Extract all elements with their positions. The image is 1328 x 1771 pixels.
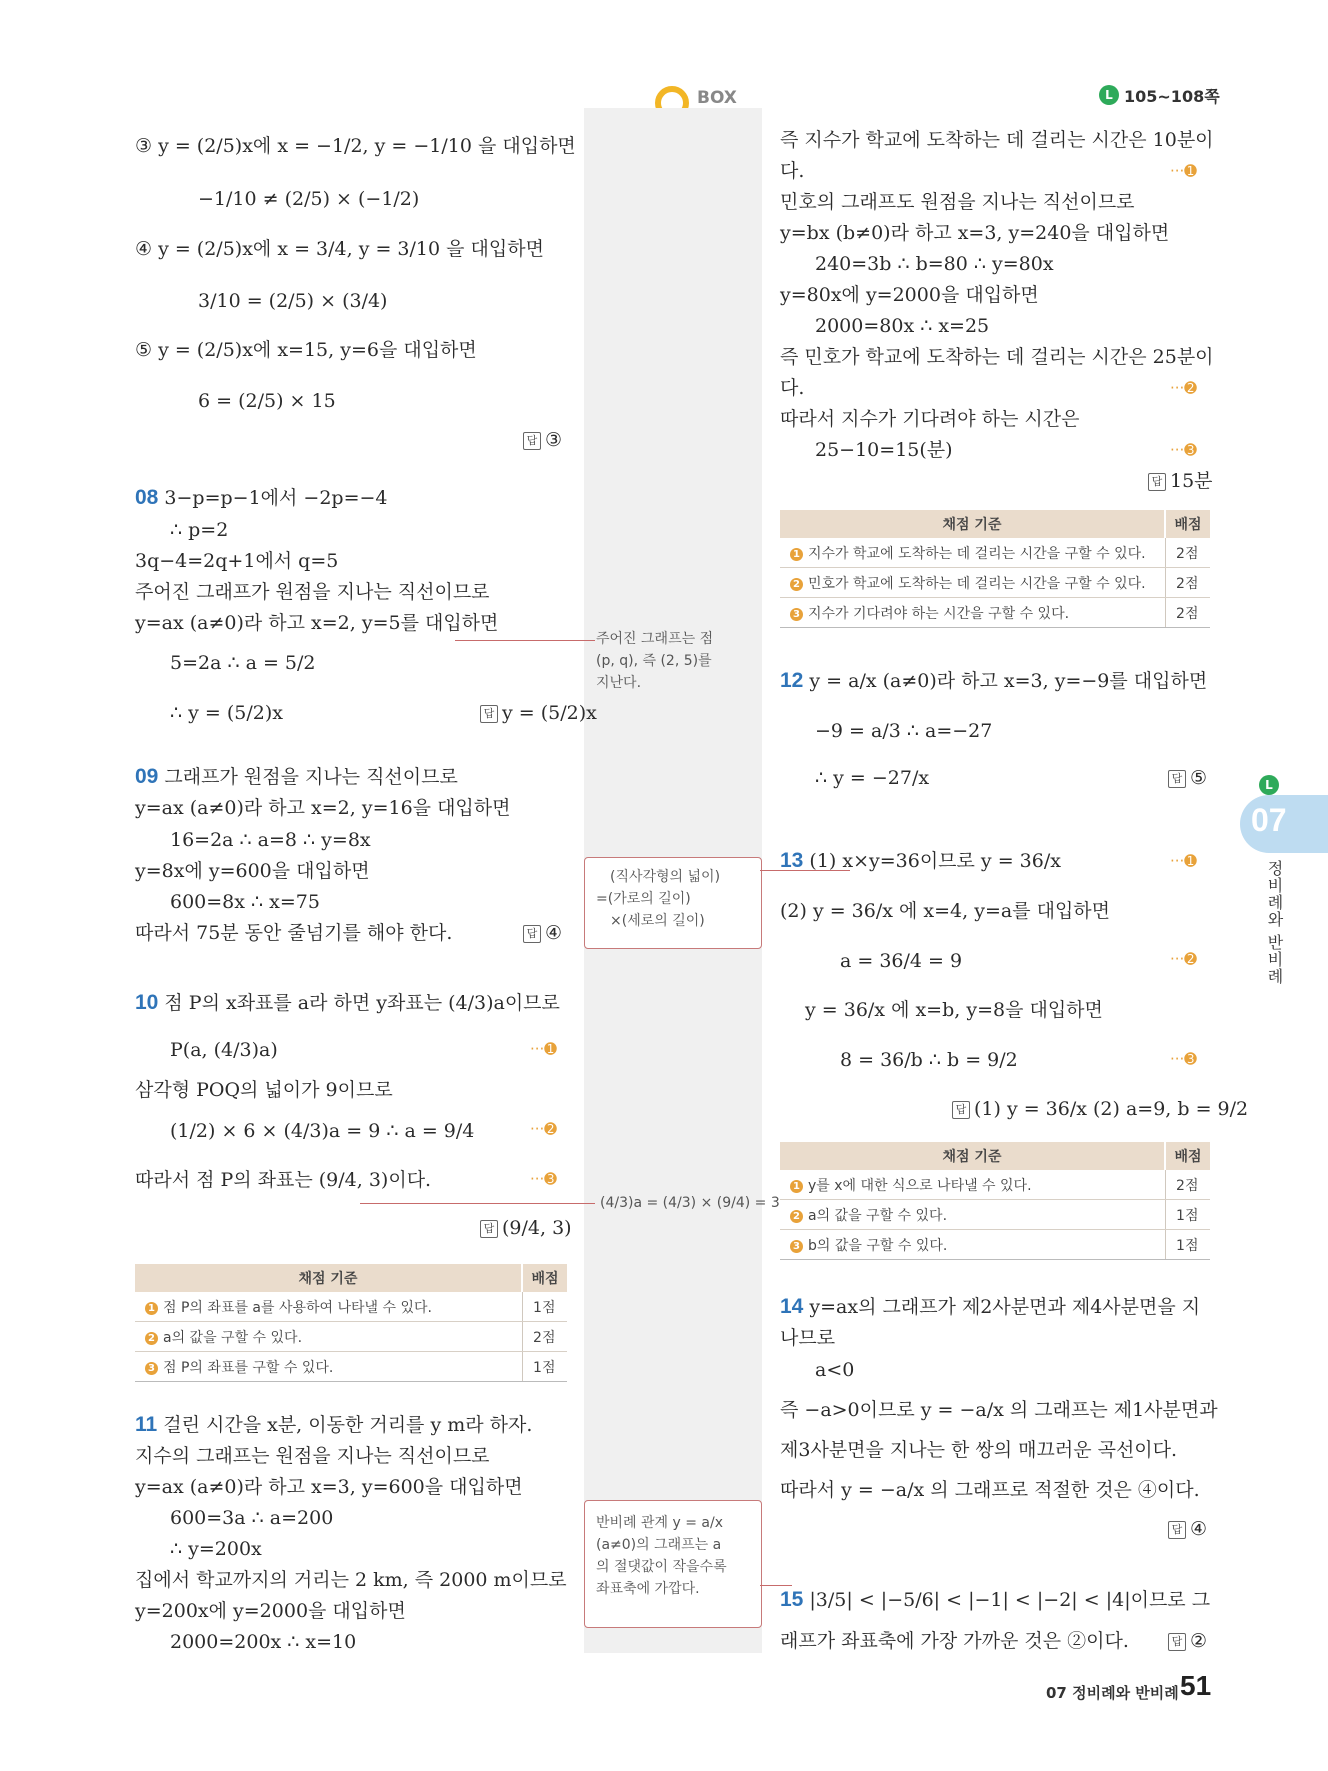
problem-10-line-4: (1/2) × 6 × (4/3)a = 9 ∴ a = 9/4 (170, 1120, 475, 1142)
table-header-criteria: 채점 기준 (780, 1142, 1165, 1170)
answer-13: 답 (1) y = 36/x (2) a=9, b = 9/2 (952, 1096, 1248, 1122)
problem-15-line-1: 15 |3/5| < |−5/6| < |−1| < |−2| < |4|이므로 그 (780, 1588, 1211, 1611)
answer-09: 답 ④ (523, 920, 562, 946)
side-note-4: 반비례 관계 y = a/x (a≠0)의 그래프는 a 의 절댓값이 작을수록 좌표축에 가깝다. (596, 1515, 727, 1597)
table-row: 1 지수가 학교에 도착하는 데 걸리는 시간을 구할 수 있다. 2점 (780, 538, 1210, 568)
problem-11-line-3: y=ax (a≠0)라 하고 x=3, y=600을 대입하면 (135, 1476, 523, 1498)
problem-14-line-1: 14 y=ax의 그래프가 제2사분면과 제4사분면을 지 (780, 1295, 1201, 1318)
right-line-10: 따라서 지수가 기다려야 하는 시간은 (780, 408, 1080, 430)
problem-08-line-6: 5=2a ∴ a = 5/2 (170, 652, 316, 674)
problem-10-line-3: 삼각형 POQ의 넓이가 9이므로 (135, 1079, 393, 1101)
table-row: 2 a의 값을 구할 수 있다. 2점 (135, 1322, 567, 1352)
table-header-points: 배점 (1165, 1142, 1210, 1170)
table-row: 3 b의 값을 구할 수 있다. 1점 (780, 1230, 1210, 1260)
step-mark-3: ···➌ (1170, 441, 1197, 459)
problem-13-line-4: y = 36/x 에 x=b, y=8을 대입하면 (805, 999, 1103, 1021)
answer-icon: 답 (1148, 473, 1166, 491)
problem-10-line-2: P(a, (4/3)a) (170, 1039, 278, 1061)
answer-15: 답 ② (1168, 1628, 1207, 1654)
step-mark-2: ···➋ (530, 1120, 557, 1138)
problem-13-line-1: 13 (1) x×y=36이므로 y = 36/x (780, 849, 1061, 872)
right-line-4: y=bx (b≠0)라 하고 x=3, y=240을 대입하면 (780, 222, 1170, 244)
problem-09-line-5: 600=8x ∴ x=75 (170, 891, 320, 913)
note-connector (360, 1203, 595, 1204)
table-header-criteria: 채점 기준 (135, 1264, 522, 1292)
problem-number: 12 (780, 669, 804, 692)
answer-07: 답 ③ (523, 427, 562, 453)
problem-11-line-5: ∴ y=200x (170, 1538, 262, 1560)
problem-10-line-5: 따라서 점 P의 좌표는 (9/4, 3)이다. (135, 1169, 432, 1191)
problem-13-line-2: (2) y = 36/x 에 x=4, y=a를 대입하면 (780, 900, 1111, 922)
problem-08-line-5: y=ax (a≠0)라 하고 x=2, y=5를 대입하면 (135, 612, 499, 634)
answer-icon: 답 (1168, 770, 1186, 788)
problem-11-line-1: 11 걸린 시간을 x분, 이동한 거리를 y m라 하자. (135, 1413, 533, 1436)
table-row: 2 민호가 학교에 도착하는 데 걸리는 시간을 구할 수 있다. 2점 (780, 568, 1210, 598)
answer-11: 답 15분 (1148, 468, 1213, 494)
problem-11-line-6: 집에서 학교까지의 거리는 2 km, 즉 2000 m이므로 (135, 1569, 567, 1591)
level-icon: L (1099, 85, 1119, 105)
problem-08-line-1: 08 3−p=p−1에서 −2p=−4 (135, 486, 388, 509)
right-line-7: 2000=80x ∴ x=25 (815, 315, 990, 337)
step-mark-3: ···➌ (1170, 1050, 1197, 1068)
qbox-label: BOX (697, 88, 737, 108)
problem-14-line-2: 나므로 (780, 1327, 836, 1349)
table-row: 1 y를 x에 대한 식으로 나타낼 수 있다. 2점 (780, 1170, 1210, 1200)
right-line-5: 240=3b ∴ b=80 ∴ y=80x (815, 253, 1054, 275)
scoring-table-13 (780, 1142, 1210, 1260)
problem-09-line-2: y=ax (a≠0)라 하고 x=2, y=16을 대입하면 (135, 797, 511, 819)
table-row: 3 점 P의 좌표를 구할 수 있다. 1점 (135, 1352, 567, 1382)
answer-icon: 답 (1168, 1633, 1186, 1651)
page-range: 105~108쪽 (1124, 87, 1220, 106)
problem-09-line-1: 09 그래프가 원점을 지나는 직선이므로 (135, 765, 458, 788)
answer-icon: 답 (1168, 1521, 1186, 1539)
problem-number: 14 (780, 1295, 804, 1318)
problem-11-line-8: 2000=200x ∴ x=10 (170, 1631, 357, 1653)
answer-icon: 답 (952, 1101, 970, 1119)
side-note-1: 주어진 그래프는 점 (p, q), 즉 (2, 5)를 지난다. (596, 631, 714, 691)
note-connector (455, 640, 595, 641)
problem-14-line-4: 즉 −a>0이므로 y = −a/x 의 그래프는 제1사분면과 (780, 1399, 1218, 1421)
left-line-2: −1/10 ≠ (2/5) × (−1/2) (198, 188, 420, 210)
left-line-6: 6 = (2/5) × 15 (198, 390, 336, 412)
chapter-side-title: 정비례와 반비례 (1265, 860, 1284, 986)
page-number: 51 (1180, 1670, 1212, 1701)
problem-09-line-3: 16=2a ∴ a=8 ∴ y=8x (170, 829, 371, 851)
table-header-criteria: 채점 기준 (780, 510, 1165, 538)
right-line-11: 25−10=15(분) (815, 439, 953, 461)
scoring-table-10 (135, 1264, 567, 1382)
problem-08-line-2: ∴ p=2 (170, 519, 229, 541)
right-line-3: 민호의 그래프도 원점을 지나는 직선이므로 (780, 191, 1135, 213)
problem-08-line-7: ∴ y = (5/2)x (170, 702, 283, 724)
table-header-points: 배점 (1165, 510, 1210, 538)
left-line-3: ④ y = (2/5)x에 x = 3/4, y = 3/10 을 대입하면 (135, 238, 544, 260)
problem-12-line-3: ∴ y = −27/x (815, 767, 930, 789)
step-mark-1: ···➊ (530, 1040, 557, 1058)
answer-icon: 답 (523, 925, 541, 943)
footer-chapter-title: 07 정비례와 반비례 (1046, 1684, 1179, 1702)
problem-11-line-2: 지수의 그래프는 원점을 지나는 직선이므로 (135, 1445, 490, 1467)
problem-number: 08 (135, 486, 159, 509)
problem-number: 11 (135, 1413, 158, 1436)
right-line-8: 즉 민호가 학교에 도착하는 데 걸리는 시간은 25분이 (780, 346, 1214, 368)
answer-14: 답 ④ (1168, 1516, 1207, 1542)
side-note-3: (4/3)a = (4/3) × (9/4) = 3 (600, 1195, 780, 1211)
step-mark-3: ···➌ (530, 1170, 557, 1188)
problem-09-line-4: y=8x에 y=600을 대입하면 (135, 860, 370, 882)
problem-number: 09 (135, 765, 159, 788)
answer-08: 답 y = (5/2)x (480, 700, 597, 726)
problem-13-line-3: a = 36/4 = 9 (840, 950, 963, 972)
problem-number: 13 (780, 849, 804, 872)
right-line-9: 다. (780, 377, 805, 399)
step-mark-2: ···➋ (1170, 379, 1197, 397)
table-row: 2 a의 값을 구할 수 있다. 1점 (780, 1200, 1210, 1230)
table-row: 1 점 P의 좌표를 a를 사용하여 나타낼 수 있다. 1점 (135, 1292, 567, 1322)
problem-11-line-7: y=200x에 y=2000을 대입하면 (135, 1600, 406, 1622)
right-line-2: 다. (780, 160, 805, 182)
table-row: 3 지수가 기다려야 하는 시간을 구할 수 있다. 2점 (780, 598, 1210, 628)
left-line-5: ⑤ y = (2/5)x에 x=15, y=6을 대입하면 (135, 339, 477, 361)
level-icon: L (1259, 775, 1279, 795)
problem-14-line-3: a<0 (815, 1359, 855, 1381)
problem-13-line-5: 8 = 36/b ∴ b = 9/2 (840, 1049, 1018, 1071)
scoring-table-11 (780, 510, 1210, 628)
left-line-1: ③ y = (2/5)x에 x = −1/2, y = −1/10 을 대입하면 (135, 135, 576, 157)
problem-15-line-2: 래프가 좌표축에 가장 가까운 것은 ②이다. (780, 1630, 1129, 1652)
answer-12: 답 ⑤ (1168, 765, 1207, 791)
chapter-number: 07 (1251, 802, 1287, 838)
side-note-2: (직사각형의 넓이) =(가로의 길이) ×(세로의 길이) (596, 869, 721, 929)
problem-11-line-4: 600=3a ∴ a=200 (170, 1507, 334, 1529)
problem-14-line-6: 따라서 y = −a/x 의 그래프로 적절한 것은 ④이다. (780, 1479, 1200, 1501)
left-line-4: 3/10 = (2/5) × (3/4) (198, 290, 388, 312)
answer-icon: 답 (523, 432, 541, 450)
step-mark-1: ···➊ (1170, 852, 1197, 870)
problem-12-line-1: 12 y = a/x (a≠0)라 하고 x=3, y=−9를 대입하면 (780, 669, 1208, 692)
answer-icon: 답 (480, 1220, 498, 1238)
problem-number: 10 (135, 991, 159, 1014)
problem-08-line-4: 주어진 그래프가 원점을 지나는 직선이므로 (135, 581, 490, 603)
problem-12-line-2: −9 = a/3 ∴ a=−27 (815, 720, 993, 742)
answer-10: 답 (9/4, 3) (480, 1215, 572, 1241)
problem-number: 15 (780, 1588, 804, 1611)
right-line-6: y=80x에 y=2000을 대입하면 (780, 284, 1039, 306)
answer-icon: 답 (480, 705, 498, 723)
note-connector (760, 1585, 792, 1586)
table-header-points: 배점 (522, 1264, 567, 1292)
problem-09-line-6: 따라서 75분 동안 줄넘기를 해야 한다. (135, 922, 453, 944)
problem-08-line-3: 3q−4=2q+1에서 q=5 (135, 550, 339, 572)
step-mark-2: ···➋ (1170, 950, 1197, 968)
step-mark-1: ···➊ (1170, 162, 1197, 180)
problem-14-line-5: 제3사분면을 지나는 한 쌍의 매끄러운 곡선이다. (780, 1439, 1178, 1461)
right-line-1: 즉 지수가 학교에 도착하는 데 걸리는 시간은 10분이 (780, 129, 1214, 151)
problem-10-line-1: 10 점 P의 x좌표를 a라 하면 y좌표는 (4/3)a이므로 (135, 991, 560, 1014)
